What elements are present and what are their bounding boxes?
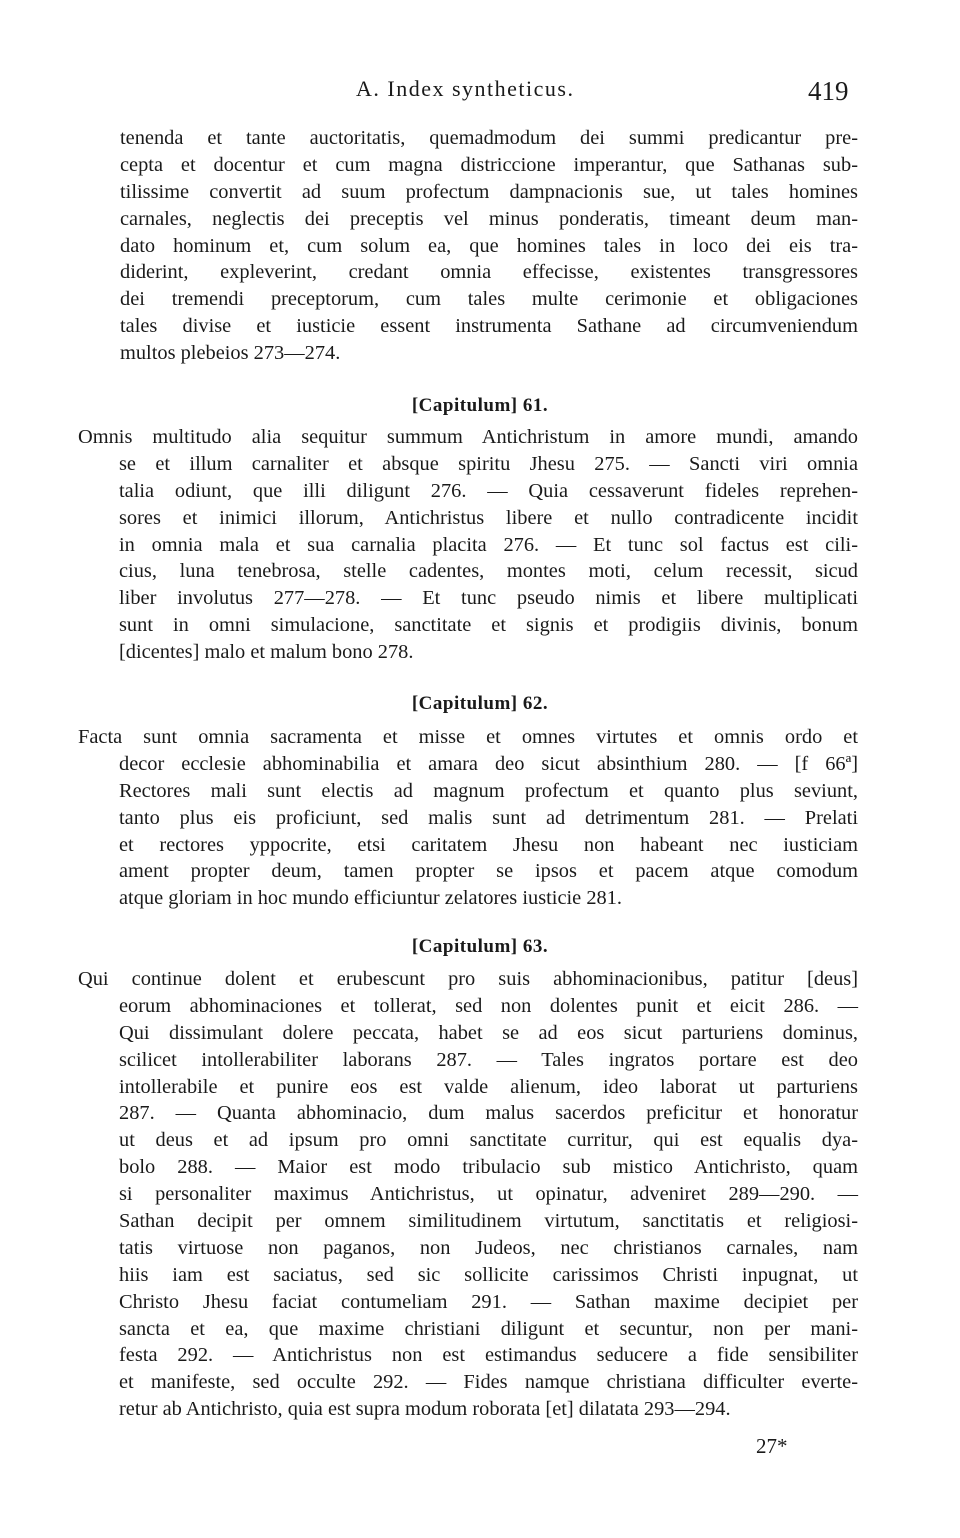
chapter-heading-63: [Capitulum] 63. [411, 936, 549, 957]
text-line: et rectores yppocrite, etsi caritatem Jhesu non habeant nec iusticiam [119, 833, 858, 856]
running-title: A. Index syntheticus. [356, 76, 575, 101]
chapter-62-paragraph [78, 724, 858, 912]
text-line: in omnia mala et sua carnalia placita 276. — Et tunc sol factus est cili- [119, 533, 858, 556]
text-line: cius, luna tenebrosa, stelle cadentes, montes moti, celum recessit, sicud [119, 560, 858, 583]
text-line: Sathan decipit per omnem similitudinem virtutum, sanctitatis et religiosi- [119, 1210, 858, 1233]
text-line: sores et inimici illorum, Antichristus libere et nullo contradicente incidit [119, 506, 858, 529]
text-line: decor ecclesie abhominabilia et amara deo sicut absinthium 280. — [f 66ª] [119, 752, 858, 775]
text-line: eorum abhominaciones et tollerat, sed non dolentes punit et eicit 286. — [119, 994, 858, 1017]
text-line: retur ab Antichristo, quia est supra modum roborata [et] dilatata 293—294. [119, 1398, 731, 1421]
text-line: bolo 288. — Maior est modo tribulacio sub mistico Antichristo, quam [119, 1156, 858, 1179]
text-line: Christo Jhesu faciat contumeliam 291. — Sathan maxime decipiet per [119, 1290, 858, 1313]
text-line: ut deus et ad ipsum pro omni sanctitate curritur, qui est equalis dya- [119, 1129, 858, 1152]
text-line: dei tremendi preceptorum, cum tales multe cerimonie et obligaciones [120, 288, 858, 311]
paragraph-continuation [120, 125, 858, 367]
text-line: tales divise et iusticie essent instrumenta Sathane ad circumveniendum [120, 315, 858, 338]
chapter-63-paragraph [78, 966, 858, 1423]
text-line: [dicentes] malo et malum bono 278. [119, 641, 414, 664]
text-line: Omnis multitudo alia sequitur summum Antichristum in amore mundi, amando [78, 426, 858, 448]
text-line: diderint, expleverint, credant omnia effecisse, existentes transgressores [120, 261, 858, 284]
chapter-61-paragraph [78, 424, 858, 666]
text-line: scilicet intollerabiliter laborans 287. — Tales ingratos portare est deo [119, 1048, 858, 1071]
page-header [0, 72, 960, 112]
text-line: se et illum carnaliter et absque spiritu Jhesu 275. — Sancti viri omnia [119, 452, 858, 475]
text-line: Qui continue dolent et erubescunt pro suis abhominacionibus, patitur [deus] [78, 968, 858, 990]
text-line: ament propter deum, tamen propter se ipsos et pacem atque comodum [119, 860, 858, 883]
text-line: intollerabile et punire eos est valde alienum, ideo laborat ut parturiens [119, 1075, 858, 1098]
signature-mark: 27* [756, 1434, 788, 1458]
text-line: atque gloriam in hoc mundo efficiuntur zelatores iusticie 281. [119, 887, 623, 910]
text-line: tenenda et tante auctoritatis, quemadmodum dei summi predicantur pre- [120, 127, 858, 149]
text-line: Rectores mali sunt electis ad magnum profectum et quanto plus seviunt, [119, 779, 858, 802]
text-line: si personaliter maximus Antichristus, ut opinatur, adveniret 289—290. — [119, 1183, 858, 1206]
text-line: festa 292. — Antichristus non est estimandus seducere a fide sensibiliter [119, 1344, 858, 1367]
text-line: sancta et ea, que maxime christiani diligunt et secuntur, non per mani- [119, 1317, 858, 1340]
text-line: Qui dissimulant dolere peccata, habet se ad eos sicut parturiens dominus, [119, 1021, 858, 1044]
text-line: tatis virtuose non paganos, non Judeos, nec christianos carnales, nam [119, 1236, 858, 1259]
chapter-heading-62: [Capitulum] 62. [411, 693, 549, 714]
text-line: talia odiunt, que illi diligunt 276. — Quia cessaverunt fideles reprehen- [119, 479, 858, 502]
text-line: Facta sunt omnia sacramenta et misse et omnes virtutes et omnis ordo et [78, 726, 858, 748]
page-number: 419 [808, 76, 849, 106]
text-line: carnales, neglectis dei preceptis vel minus ponderatis, timeant deum man- [120, 207, 858, 230]
text-line: tilissime convertit ad suum profectum dampnacionis sue, ut tales homines [120, 180, 858, 203]
chapter-heading-61: [Capitulum] 61. [411, 395, 549, 416]
text-line: et manifeste, sed occulte 292. — Fides namque christiana difficulter everte- [119, 1371, 858, 1394]
text-line: sunt in omni simulacione, sanctitate et signis et prodigiis divinis, bonum [119, 614, 858, 637]
text-line: dato hominum et, cum solum ea, que homines tales in loco dei eis tra- [120, 234, 858, 257]
text-line: multos plebeios 273—274. [120, 342, 341, 365]
text-line: hiis iam est saciatus, sed sic sollicite carissimos Christi inpugnat, ut [119, 1263, 858, 1286]
text-line: 287. — Quanta abhominacio, dum malus sacerdos preficitur et honoratur [119, 1102, 858, 1125]
text-line: liber involutus 277—278. — Et tunc pseudo nimis et libere multiplicati [119, 587, 858, 610]
text-line: tanto plus eis proficiunt, sed malis sunt ad detrimentum 281. — Prelati [119, 806, 858, 829]
text-line: cepta et docentur et cum magna districcione imperantur, que Sathanas sub- [120, 153, 858, 176]
